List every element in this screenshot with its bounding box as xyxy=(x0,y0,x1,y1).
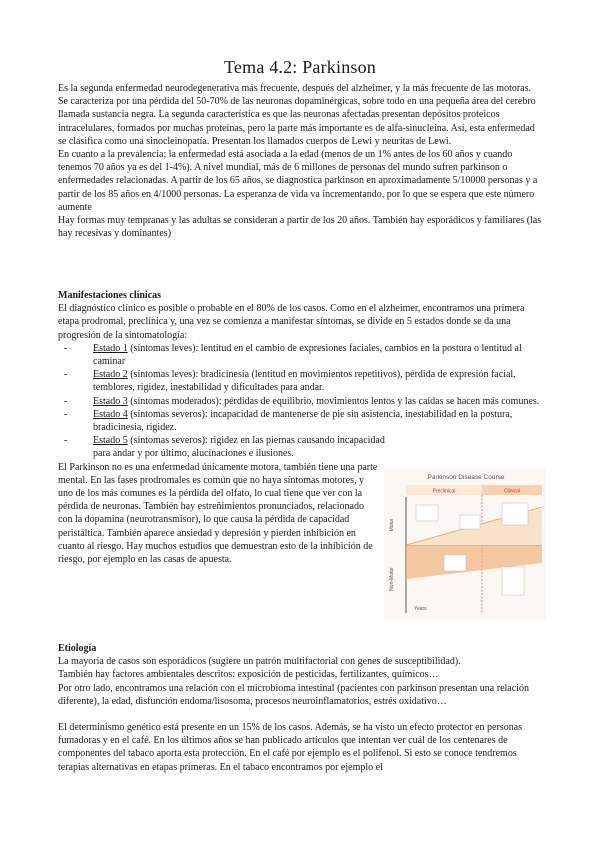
annotation-box xyxy=(460,515,480,529)
manifestaciones-paragraph-diagnosis: El diagnóstico clínico es posible o probable en el 80% de los casos. Como en el alzheimer, encontramos una primera etapa prodromal, preclínica y, una vez se comienza a manifestar síntomas, se divide en 5 estados donde se da una progresión de la sintomatología: xyxy=(58,303,525,341)
intro-paragraph-definition: Es la segunda enfermedad neurodegenerativa más frecuente, después del alzheimer, y la más frecuente de las motoras. Se caracteriza por una pérdida del 50-70% de las neuronas dopaminérgicas, sobre todo en una pequeña área del cerebro llamada sustancia negra. La segunda característica es que las neuronas afectadas presentan depósitos proteicos intracelulares, formados por muchas proteínas, pero la parte más importante es de alfa-sinucleína. Así, esta enfermedad se clasifica como una sinocleinopatía. Presentan los llamados cuerpos de Lewi y neuritas de Lewi. xyxy=(58,83,536,147)
disease-course-figure xyxy=(384,467,546,621)
y-label-nonmotor: Non-Motor xyxy=(389,567,395,591)
stage-item xyxy=(58,434,385,460)
stage-label: Estado 2 xyxy=(93,369,128,381)
etiologia-paragraph-environment: También hay factores ambientales descritos: exposición de pesticidas, fertilizantes, químicos… xyxy=(58,669,439,681)
etiologia-paragraph-microbiome: Por otro lado, encontramos una relación con el microbioma intestinal (pacientes con parkinson presentan una relación diferente), la edad, disfunción endoma/lisosoma, procesos neuroinflamatorios, estrés oxidativo… xyxy=(58,682,529,707)
annotation-box xyxy=(444,555,466,571)
stage-label: Estado 1 xyxy=(93,342,128,354)
section-heading-etiologia: Etiología xyxy=(58,643,97,654)
annotation-box xyxy=(502,567,524,595)
etiologia-paragraph-sporadic: La mayoría de casos son esporádicos (sugiere un patrón multifactorial con genes de susceptibilidad). xyxy=(58,656,461,668)
x-label-years: Years xyxy=(414,606,427,612)
y-label-motor: Motor xyxy=(389,518,395,532)
intro-section xyxy=(58,82,542,240)
stage-label: Estado 4 xyxy=(93,408,128,420)
stage-label: Estado 5 xyxy=(93,435,128,447)
etiologia-paragraph-genetics: El determinismo genético está presente en un 15% de los casos. Además, se ha visto un efecto protector en personas fumadoras y en el café. En los últimos años se han publicado artículos que intentan ver cuál de los centenares de componentes del tabaco aporta esta protección. En el café por ejemplo es el polifenol. Si esto se conoce tendremos terapias alternativas en etapas primeras. En el tabaco encontramos por ejemplo el xyxy=(58,722,523,773)
stage-text: (síntomas severos): incapacidad de mantenerse de pie sin asistencia, inestabilidad en la postura, bradicinesia, rigidez. xyxy=(93,408,513,434)
stage-text: (síntomas moderados): pérdidas de equilibrio, movimientos lentos y las caídas se hacen más comunes. xyxy=(127,395,540,407)
phase-label-clinical: Clinical xyxy=(503,488,521,495)
section-heading-manifestaciones: Manifestaciones clínicas xyxy=(58,290,162,301)
stage-item xyxy=(58,342,542,368)
disease-course-diagram xyxy=(384,467,546,621)
phase-label-preclinical: Preclinical xyxy=(432,488,456,495)
stage-item xyxy=(58,368,542,394)
page-title: Tema 4.2: Parkinson xyxy=(223,57,377,77)
intro-paragraph-prevalence: En cuanto a la prevalencia; la enfermedad está asociada a la edad (menos de un 1% antes de los 60 años y cuando tenemos 70 años ya es del 1-4%). A nivel mundial, más de 6 millones de personas del mundo sufren parkinson o enfermedades relacionadas. A partir de los 65 años, se diagnostica parkinson en aproximadamente 5/10000 personas y a partir de los 85 años en 4/1000 personas. La esperanza de vida va incrementando, por lo que se espera que este número aumente xyxy=(58,149,538,213)
etiologia-section xyxy=(58,642,542,774)
annotation-box xyxy=(502,503,528,525)
stage-text: (síntomas leves): lentitud en el cambio de expresiones faciales, cambios en la postura o lentitud al caminar xyxy=(93,342,522,368)
stage-list xyxy=(58,342,542,461)
stage-item xyxy=(58,395,542,408)
stage-item xyxy=(58,408,542,434)
intro-paragraph-forms: Hay formas muy tempranas y las adultas se consideran a partir de los 20 años. También hay esporádicos y familiares (las hay recesivas y dominantes) xyxy=(58,215,542,240)
manifestaciones-paragraph-nonmotor: El Parkinson no es una enfermedad únicamente motora, también tiene una parte mental. En las fases prodromales es común que no haya síntomas motores, y uno de los más comunes es la pérdida del olfato, lo cual tiene que ver con la pérdida de neuronas. También hay estreñimientos pronunciados, relacionado con la dopamina (neurotransmisor), lo que causa la pérdida de capacidad peristáltica. También aparece ansiedad y depresión y pierden inhibición en cuanto al riesgo. Hay muchos estudios que demuestran esto de la inhibición de riesgo, por ejemplo en las casas de apuesta. xyxy=(58,461,378,566)
stage-label: Estado 3 xyxy=(93,395,128,407)
stage-text: (síntomas leves): bradicinesia (lentitud en movimientos repetitivos), pérdida de expresión facial, temblores, rigidez, inestabilidad y dificultades para andar. xyxy=(93,369,516,394)
annotation-box xyxy=(416,505,438,521)
stage-text: (síntomas severos): rigidez en las piernas causando incapacidad para andar y por último, alucinaciones e ilusiones. xyxy=(93,435,385,460)
figure-title: Parkinson Disease Course xyxy=(427,474,505,481)
